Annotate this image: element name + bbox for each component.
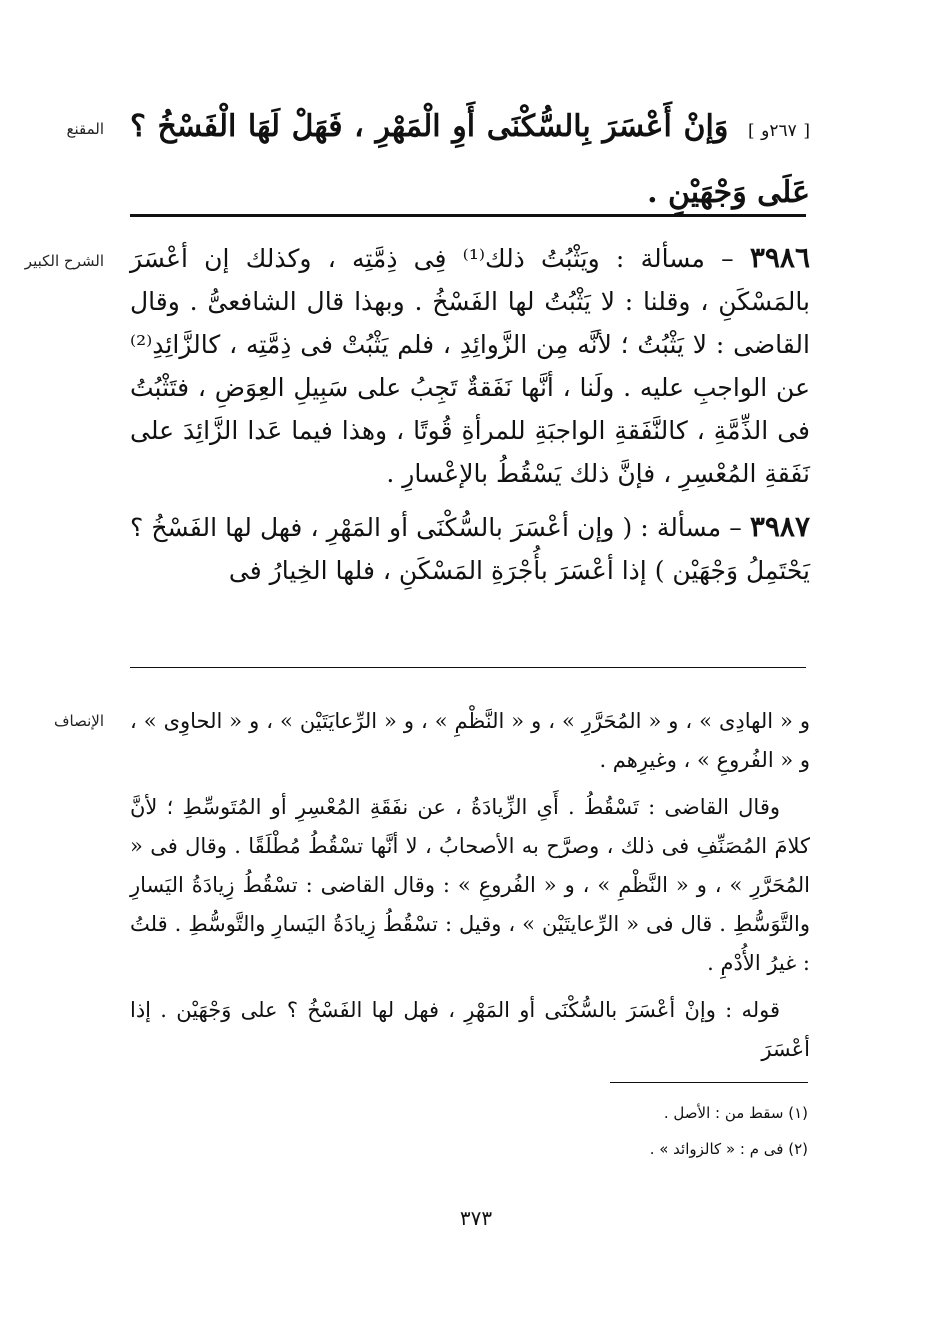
muqni-reference: [ ٢٦٧و ]: [747, 121, 811, 141]
insaf-text-block: [130, 702, 810, 1077]
sharh-paragraph-1: [130, 236, 810, 495]
footnote-1: (١) سقط من : الأصل .: [663, 1104, 808, 1122]
insaf-paragraph-2: وقال القاضى : تَسْقُطُ . أَىِ الزِّيادَةُ ، عن نفَقَةِ المُعْسِرِ أو المُتَوسِّطِ ؛ لأنَّ كلامَ المُصَنِّفِ فى ذلك ، وصرَّح به الأصحابُ ، لا أنَّها تسْقُطُ مُطْلَقًا . وقال فى « المُحَرَّرِ » ، و « النَّظْمِ » ، و « الفُروعِ » : وقال القاضى : تسْقُطُ زِيادَةُ اليَسارِ والتَّوَسُّطِ . قال فى « الرِّعايتَيْن » ، وقيل : تسْقُطُ زِيادَةُ اليَسارِ والتَّوسُّطِ . قلتُ : غيرُ الأُدْمِ .: [130, 795, 810, 975]
insaf-paragraph-1: و « الهادِى » ، و « المُحَرَّرِ » ، و « النَّظْمِ » ، و « الرِّعايَتَيْن » ، و « الحاوِى » ، و « الفُروعِ » ، وغيرِهم .: [130, 709, 810, 772]
section-divider-thin: [130, 667, 806, 668]
insaf-paragraph-3: قوله : وإنْ أعْسَرَ بالسُّكْنَى أو المَهْرِ ، فهل لها الفَسْخُ ؟ على وَجْهَيْن . إذا أعْسَرَ: [130, 998, 810, 1061]
sharh-paragraph-2: [130, 505, 810, 592]
footnote-2: (٢) فى م : « كالزوائد » .: [649, 1140, 808, 1158]
muqni-text: وَإنْ أَعْسَرَ بِالسُّكْنَى أَوِ الْمَهْرِ ، فَهَلْ لَهَا الْفَسْخُ ؟ عَلَى وَجْهَيْنِ .: [130, 109, 810, 210]
sharh-paragraph-1-text: – مسألة : ويَثْبُتُ ذلك⁽¹⁾ فِى ذِمَّتِه ، وكذلك إن أعْسَرَ بالمَسْكَنِ ، وقلنا : لا يَثْبُتُ لها الفَسْخُ . وبهذا قال الشافعىُّ . وقال القاضى : لا يَثْبُتُ ؛ لأنَّه مِن الزَّوائِدِ ، فلم يَثْبُتْ فى ذِمَّتِه ، كالزَّائِدِ⁽²⁾ عن الواجبِ عليه . ولَنا ، أنَّها نَفَقةٌ تَجِبُ على سَبِيلِ العِوَضِ ، فتَثْبُتُ فى الذِّمَّةِ ، كالنَّفَقةِ الواجبَةِ للمرأةِ قُوتًا ، وهذا فيما عَدا الزَّائِدَ على نَفَقةِ المُعْسِرِ ، فإنَّ ذلك يَسْقُطُ بالإعْسارِ .: [130, 244, 810, 488]
issue-number-3986: ٣٩٨٦: [749, 241, 810, 274]
sharh-paragraph-2-text: – مسألة : ( وإن أعْسَرَ بالسُّكْنَى أو المَهْرِ ، فهل لها الفَسْخُ ؟ يَحْتَمِلُ وَجْهَيْن ) إذا أعْسَرَ بأُجْرَةِ المَسْكَنِ ، فلها الخِيارُ فى: [130, 513, 810, 585]
margin-label-muqni: المقنع: [66, 120, 104, 138]
margin-label-insaf: الإنصاف: [53, 712, 104, 730]
issue-number-3987: ٣٩٨٧: [749, 510, 810, 543]
sharh-text-block: [130, 236, 810, 602]
section-divider-thick: [130, 214, 806, 217]
margin-label-sharh: الشرح الكبير: [24, 252, 104, 270]
muqni-text-block: [130, 96, 810, 224]
page-number: ٣٧٣: [459, 1206, 493, 1230]
footnote-divider: [610, 1082, 808, 1083]
